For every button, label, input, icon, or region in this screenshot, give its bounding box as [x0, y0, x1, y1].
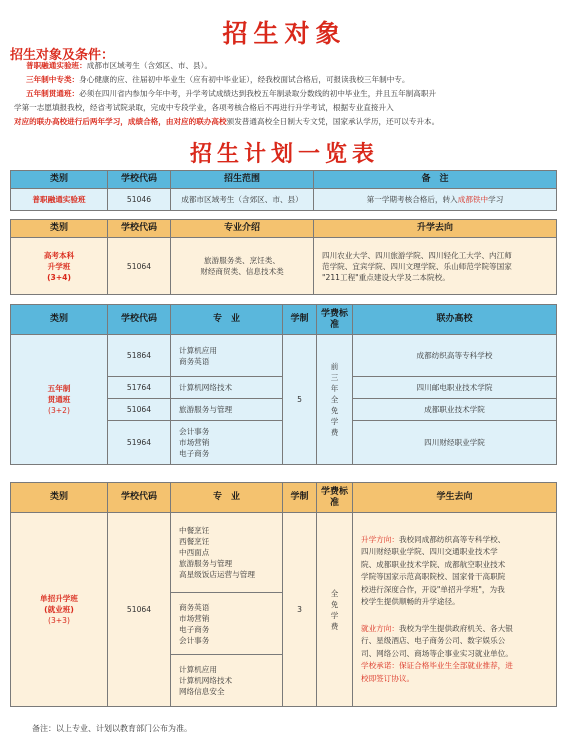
header-cell: 类别 [11, 220, 108, 238]
school-code: 51064 [108, 399, 171, 421]
school-code: 51764 [108, 377, 171, 399]
duration-cell: 5 [283, 335, 317, 465]
header-cell: 招生范围 [171, 171, 314, 189]
fee-cell: 全免学费 [317, 513, 353, 707]
table-header-row [11, 171, 557, 189]
school-code: 51046 [108, 189, 171, 211]
school-code: 51964 [108, 421, 171, 465]
school-code: 51064 [108, 238, 171, 295]
table-experimental [10, 170, 557, 211]
plan-title: 招生计划一览表 [189, 141, 379, 167]
header-cell: 学制 [283, 305, 317, 335]
category-cell: 高考本科 升学班 (3+4) [11, 238, 108, 295]
header-cell: 类别 [11, 305, 108, 335]
college-cell: 成都纺织高等专科学校 [353, 335, 557, 377]
header-cell: 类别 [11, 171, 108, 189]
table-header-row [11, 220, 557, 238]
table-row [11, 189, 557, 211]
fee-cell: 前三年全免学费 [317, 335, 353, 465]
note-cell: 第一学期考核合格后，转入成都铁中学习 [314, 189, 557, 211]
table-header-row [11, 305, 557, 335]
header-cell: 联办高校 [353, 305, 557, 335]
table-header-row [11, 483, 557, 513]
condition-line: 学第一志愿填报我校，经省考试院录取，完成中专段学业，各项考核合格后不再进行升学考试，根据专业直接升入 [14, 103, 394, 112]
majors-cell: 旅游服务与管理 [171, 399, 283, 421]
scope-cell: 成都市区域考生（含郊区、市、县） [171, 189, 314, 211]
condition-line: 三年制中专类：身心健康的应、往届初中毕业生（应有初中毕业证），经我校面试合格后，可报读我校三年制中专。 [26, 75, 410, 84]
header-cell: 类别 [11, 483, 108, 513]
header-cell: 备 注 [314, 171, 557, 189]
majors-cell: 中餐烹饪 西餐烹饪 中西面点 旅游服务与管理 高星级饭店运营与管理 [171, 513, 283, 593]
majors-cell: 旅游服务类、烹饪类、 财经商贸类、信息技术类 [171, 238, 314, 295]
table-row [11, 513, 557, 593]
category-cell: 单招升学班 (就业班) (3+3) [11, 513, 108, 707]
page-title: 招生对象 [222, 19, 347, 48]
section-heading: 招生对象及条件： [10, 48, 115, 63]
header-cell: 学校代码 [108, 305, 171, 335]
duration-cell: 3 [283, 513, 317, 707]
header-cell: 学校代码 [108, 220, 171, 238]
header-cell: 学校代码 [108, 483, 171, 513]
college-cell: 四川财经职业学院 [353, 421, 557, 465]
header-cell: 学费标准 [317, 305, 353, 335]
table-five-year [10, 304, 557, 465]
table-row [11, 335, 557, 377]
majors-cell: 会计事务 市场营销 电子商务 [171, 421, 283, 465]
school-code: 51864 [108, 335, 171, 377]
footer-note: 备注：以上专业、计划以教育部门公布为准。 [32, 724, 192, 733]
majors-cell: 计算机网络技术 [171, 377, 283, 399]
majors-cell: 商务英语 市场营销 电子商务 会计事务 [171, 593, 283, 655]
category-cell: 五年制 贯通班 (3+2) [11, 335, 108, 465]
destination-cell: 四川农业大学、四川旅游学院、四川轻化工大学、内江师 范学院、宜宾学院、四川文理学院、乐山师范学院等国家 "211工程"重点建设大学及二本院校。 [314, 238, 557, 295]
table-undergrad [10, 219, 557, 295]
college-cell: 四川邮电职业技术学院 [353, 377, 557, 399]
college-cell: 成都职业技术学院 [353, 399, 557, 421]
header-cell: 专业介绍 [171, 220, 314, 238]
category-cell: 普职融通实验班 [11, 189, 108, 211]
header-cell: 专 业 [171, 483, 283, 513]
table-row [11, 238, 557, 295]
majors-cell: 计算机应用 计算机网络技术 网络信息安全 [171, 655, 283, 707]
condition-line: 对应的联办高校进行后两年学习，成绩合格，由对应的联办高校颁发普通高校全日制大专文凭，国家承认学历，还可以专升本。 [14, 117, 440, 126]
condition-line: 五年制贯通班：必须在四川省内参加今年中考，升学考试成绩达到我校五年制录取分数线的初中毕业生，并且五年制高职升 [26, 89, 437, 98]
header-cell: 学生去向 [353, 483, 557, 513]
destination-cell: 升学方向：我校同成都纺织高等专科学校、 四川财经职业学院、四川交通职业技术学 院、成都职业技术学院、成都航空职业技术 学院等国家示范高职院校、国家骨干高职院 校进行深度合作，开设"单招升学班"，为我 校学生提供顺畅的升学途径。 就业方向：我校为学生提供政府机关、各大银 行、星级酒店、电子商务公司、数字娱乐公 司、网络公司、商场等企事业实习就业单位。 学校承诺：保证合格毕业生全部就业推荐，进 校即签订协议。 [353, 513, 557, 707]
header-cell: 学制 [283, 483, 317, 513]
school-code: 51064 [108, 513, 171, 707]
condition-line: 普职融通实验班：成都市区域考生（含郊区、市、县）。 [26, 61, 213, 70]
header-cell: 学费标准 [317, 483, 353, 513]
table-single-entry [10, 482, 557, 707]
header-cell: 学校代码 [108, 171, 171, 189]
header-cell: 升学去向 [314, 220, 557, 238]
header-cell: 专 业 [171, 305, 283, 335]
majors-cell: 计算机应用 商务英语 [171, 335, 283, 377]
